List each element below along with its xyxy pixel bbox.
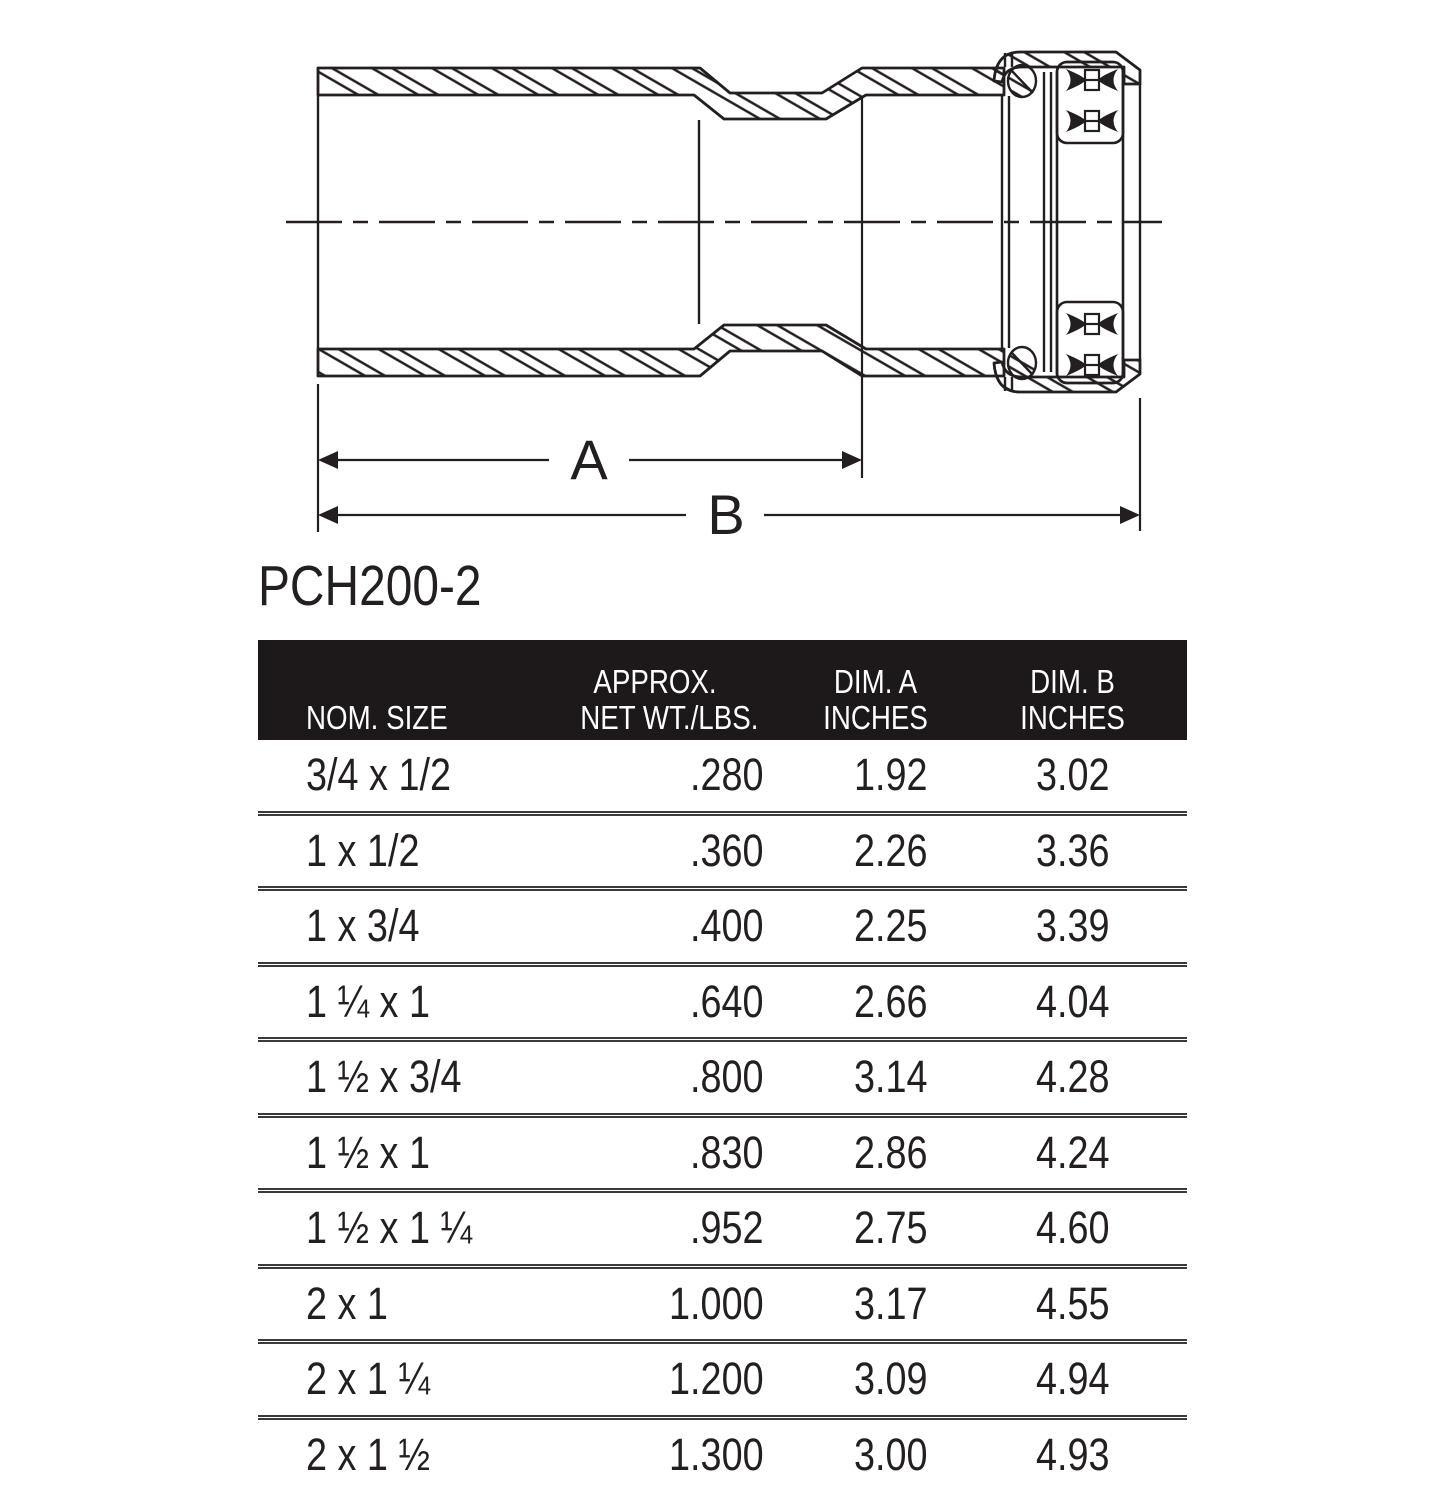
cell-nom-size: 2 x 1 ¼ xyxy=(258,1353,600,1405)
cell-dim-b: 4.55 xyxy=(1003,1278,1187,1330)
cell-dim-b: 4.60 xyxy=(1003,1202,1187,1254)
cell-nom-size: 2 x 1 xyxy=(258,1278,600,1330)
table-row xyxy=(258,1420,1187,1490)
cell-net-weight: 1.000 xyxy=(600,1278,778,1330)
dimension-b-label: B xyxy=(707,483,744,546)
spec-table xyxy=(258,640,1187,1490)
cell-dim-b: 4.93 xyxy=(1003,1429,1187,1481)
cell-dim-b: 4.28 xyxy=(1003,1051,1187,1103)
spec-table-rows xyxy=(258,740,1187,1490)
header-dim-a: DIM. A INCHES xyxy=(763,636,988,745)
table-row xyxy=(258,967,1187,1043)
technical-drawing xyxy=(0,0,1445,555)
cell-dim-a: 3.17 xyxy=(778,1278,1003,1330)
header-net-weight: APPROX. NET WT./LBS. xyxy=(566,636,744,745)
spec-table-header xyxy=(258,640,1187,740)
cell-dim-b: 4.24 xyxy=(1003,1127,1187,1179)
cell-net-weight: 1.300 xyxy=(600,1429,778,1481)
table-row xyxy=(258,1193,1187,1269)
cell-net-weight: 1.200 xyxy=(600,1353,778,1405)
cell-dim-a: 1.92 xyxy=(778,749,1003,801)
cell-net-weight: .800 xyxy=(600,1051,778,1103)
table-row xyxy=(258,1269,1187,1345)
cell-net-weight: .952 xyxy=(600,1202,778,1254)
cell-net-weight: .360 xyxy=(600,825,778,877)
cell-dim-b: 3.02 xyxy=(1003,749,1187,801)
cell-dim-b: 4.04 xyxy=(1003,976,1187,1028)
table-row xyxy=(258,891,1187,967)
cell-nom-size: 1 x 1/2 xyxy=(258,825,600,877)
cell-nom-size: 1 x 3/4 xyxy=(258,900,600,952)
cell-dim-b: 3.39 xyxy=(1003,900,1187,952)
cell-nom-size: 1 ½ x 3/4 xyxy=(258,1051,600,1103)
product-code xyxy=(258,556,524,616)
cell-dim-b: 4.94 xyxy=(1003,1353,1187,1405)
header-dim-b: DIM. B INCHES xyxy=(1003,636,1187,745)
cell-net-weight: .830 xyxy=(600,1127,778,1179)
cell-dim-a: 2.66 xyxy=(778,976,1003,1028)
dim-a-arrow-left xyxy=(318,451,338,469)
cell-dim-a: 3.09 xyxy=(778,1353,1003,1405)
header-nom-size: NOM. SIZE xyxy=(258,636,600,745)
dim-b-arrow-right xyxy=(1120,506,1140,524)
cell-nom-size: 1 ¼ x 1 xyxy=(258,976,600,1028)
dim-b-arrow-left xyxy=(318,506,338,524)
cell-dim-a: 2.25 xyxy=(778,900,1003,952)
upper-wall xyxy=(318,68,1004,119)
cell-dim-a: 2.26 xyxy=(778,825,1003,877)
cell-dim-a: 2.75 xyxy=(778,1202,1003,1254)
cell-dim-a: 3.14 xyxy=(778,1051,1003,1103)
dimension-a-label: A xyxy=(570,428,608,491)
cell-dim-a: 2.86 xyxy=(778,1127,1003,1179)
lower-wall xyxy=(318,325,1004,376)
cell-net-weight: .400 xyxy=(600,900,778,952)
dim-a-arrow-right xyxy=(842,451,862,469)
table-row xyxy=(258,1042,1187,1118)
cell-nom-size: 1 ½ x 1 ¼ xyxy=(258,1202,600,1254)
table-row xyxy=(258,816,1187,892)
cell-dim-b: 3.36 xyxy=(1003,825,1187,877)
cell-dim-a: 3.00 xyxy=(778,1429,1003,1481)
cell-nom-size: 1 ½ x 1 xyxy=(258,1127,600,1179)
table-row xyxy=(258,1344,1187,1420)
cell-nom-size: 2 x 1 ½ xyxy=(258,1429,600,1481)
cell-net-weight: .640 xyxy=(600,976,778,1028)
table-row xyxy=(258,1118,1187,1194)
cell-nom-size: 3/4 x 1/2 xyxy=(258,749,600,801)
table-row xyxy=(258,740,1187,816)
cell-net-weight: .280 xyxy=(600,749,778,801)
product-code-text: PCH200-2 xyxy=(258,556,482,616)
